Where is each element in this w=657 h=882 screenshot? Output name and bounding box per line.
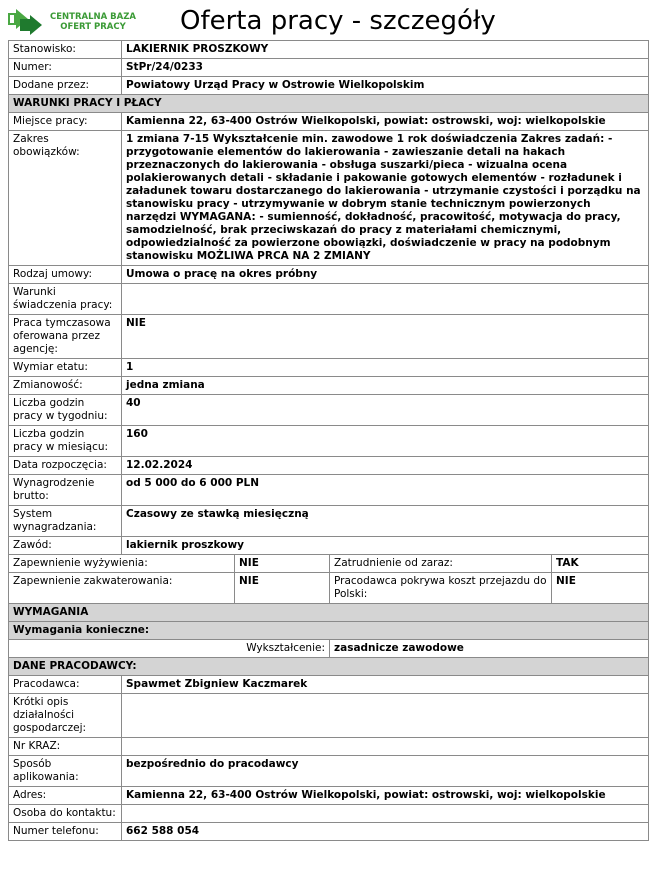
- value-przejazd: NIE: [552, 573, 649, 604]
- value-wymiar: 1: [122, 359, 649, 377]
- label-telefon: Numer telefonu:: [9, 823, 122, 841]
- row-miejsce: [9, 113, 649, 131]
- row-adres: [9, 787, 649, 805]
- value-tymcz: NIE: [122, 315, 649, 359]
- row-wymiar: [9, 359, 649, 377]
- value-warunki-sw: [122, 284, 649, 315]
- value-wyksztalcenie: zasadnicze zawodowe: [330, 640, 649, 658]
- value-telefon: 662 588 054: [122, 823, 649, 841]
- row-data: [9, 457, 649, 475]
- row-krs: [9, 738, 649, 756]
- value-adres: Kamienna 22, 63-400 Ostrów Wielkopolski, powiat: ostrowski, woj: wielkopolskie: [122, 787, 649, 805]
- section-warunki-title: WARUNKI PRACY I PŁACY: [9, 95, 649, 113]
- row-rodzaj: [9, 266, 649, 284]
- label-godz-tyg: Liczba godzin pracy w tygodniu:: [9, 395, 122, 426]
- label-miejsce: Miejsce pracy:: [9, 113, 122, 131]
- section-warunki: [9, 95, 649, 113]
- label-wyn: Wynagrodzenie brutto:: [9, 475, 122, 506]
- section-wymagania-konieczne: [9, 622, 649, 640]
- row-wyksztalcenie: [9, 640, 649, 658]
- label-rodzaj: Rodzaj umowy:: [9, 266, 122, 284]
- row-osoba: [9, 805, 649, 823]
- label-adres: Adres:: [9, 787, 122, 805]
- row-pracodawca: [9, 676, 649, 694]
- row-tymcz: [9, 315, 649, 359]
- label-tymcz: Praca tymczasowa oferowana przez agencję:: [9, 315, 122, 359]
- value-zmian: jedna zmiana: [122, 377, 649, 395]
- value-data: 12.02.2024: [122, 457, 649, 475]
- row-zakres: [9, 131, 649, 266]
- section-wymagania-title: WYMAGANIA: [9, 604, 649, 622]
- row-stanowisko: [9, 41, 649, 59]
- section-wymagania: [9, 604, 649, 622]
- value-wyn: od 5 000 do 6 000 PLN: [122, 475, 649, 506]
- label-data: Data rozpoczęcia:: [9, 457, 122, 475]
- row-dodane: [9, 77, 649, 95]
- logo-line-1: CENTRALNA BAZA: [50, 12, 136, 22]
- logo-line-2: OFERT PRACY: [60, 22, 126, 32]
- row-zmian: [9, 377, 649, 395]
- value-pracodawca: Spawmet Zbigniew Kaczmarek: [122, 676, 649, 694]
- value-godz-mies: 160: [122, 426, 649, 457]
- offer-table: [8, 40, 649, 841]
- label-zawod: Zawód:: [9, 537, 122, 555]
- label-system: System wynagradzania:: [9, 506, 122, 537]
- row-opis: [9, 694, 649, 738]
- label-wyzywienie: Zapewnienie wyżywienia:: [9, 555, 235, 573]
- header: [0, 0, 657, 40]
- logo-text: [50, 12, 136, 32]
- value-wyzywienie: NIE: [235, 555, 330, 573]
- wymagania-konieczne-title: Wymagania konieczne:: [9, 622, 649, 640]
- label-wymiar: Wymiar etatu:: [9, 359, 122, 377]
- value-stanowisko: LAKIERNIK PROSZKOWY: [122, 41, 649, 59]
- row-warunki-sw: [9, 284, 649, 315]
- value-krs: [122, 738, 649, 756]
- row-godz-mies: [9, 426, 649, 457]
- row-telefon: [9, 823, 649, 841]
- label-sposob: Sposób aplikowania:: [9, 756, 122, 787]
- row-wyn: [9, 475, 649, 506]
- label-opis: Krótki opis działalności gospodarczej:: [9, 694, 122, 738]
- row-godz-tyg: [9, 395, 649, 426]
- label-osoba: Osoba do kontaktu:: [9, 805, 122, 823]
- label-przejazd: Pracodawca pokrywa koszt przejazdu do Polski:: [330, 573, 552, 604]
- value-opis: [122, 694, 649, 738]
- label-dodane: Dodane przez:: [9, 77, 122, 95]
- value-miejsce: Kamienna 22, 63-400 Ostrów Wielkopolski, powiat: ostrowski, woj: wielkopolskie: [122, 113, 649, 131]
- value-osoba: [122, 805, 649, 823]
- label-numer: Numer:: [9, 59, 122, 77]
- label-stanowisko: Stanowisko:: [9, 41, 122, 59]
- arrow-logo-icon: [6, 9, 48, 37]
- value-zawod: lakiernik proszkowy: [122, 537, 649, 555]
- section-pracodawca-title: DANE PRACODAWCY:: [9, 658, 649, 676]
- value-godz-tyg: 40: [122, 395, 649, 426]
- label-krs: Nr KRAZ:: [9, 738, 122, 756]
- page-title: Oferta pracy - szczegóły: [180, 6, 496, 36]
- value-zakwaterowanie: NIE: [235, 573, 330, 604]
- row-zakwaterowanie: [9, 573, 649, 604]
- logo: [6, 9, 146, 37]
- section-pracodawca: [9, 658, 649, 676]
- label-warunki-sw: Warunki świadczenia pracy:: [9, 284, 122, 315]
- row-system: [9, 506, 649, 537]
- label-pracodawca: Pracodawca:: [9, 676, 122, 694]
- label-godz-mies: Liczba godzin pracy w miesiącu:: [9, 426, 122, 457]
- row-numer: [9, 59, 649, 77]
- row-sposob: [9, 756, 649, 787]
- value-dodane: Powiatowy Urząd Pracy w Ostrowie Wielkopolskim: [122, 77, 649, 95]
- value-sposob: bezpośrednio do pracodawcy: [122, 756, 649, 787]
- label-zmian: Zmianowość:: [9, 377, 122, 395]
- label-zakwaterowanie: Zapewnienie zakwaterowania:: [9, 573, 235, 604]
- value-system: Czasowy ze stawką miesięczną: [122, 506, 649, 537]
- value-zakres: 1 zmiana 7-15 Wykształcenie min. zawodowe 1 rok doświadczenia Zakres zadań: - przygotowanie elementów do lakierowania - zawieszanie detali na hakach przeznaczonych do lakierowania - obsługa suszarki/pieca - wizualna ocena polakierowanych detali - składanie i pakowanie gotowych elementów - rozładunek i załadunek towaru dostarczanego do lakierowania - utrzymanie czystości i porządku na stanowisku pracy - utrzymywanie w dobrym stanie technicznym powierzonych narzędzi WYMAGANA: - sumienność, dokładność, pracowitość, motywacja do pracy, samodzielność, brak przeciwskazań do pracy z materiałami chemicznymi, odpowiedzialność za powierzone obowiązki, doświadczenie w pracy na podobnym stanowisku MOŻLIWA PRCA NA 2 ZMIANY: [122, 131, 649, 266]
- row-wyzywienie: [9, 555, 649, 573]
- label-wyksztalcenie: Wykształcenie:: [9, 640, 330, 658]
- value-rodzaj: Umowa o pracę na okres próbny: [122, 266, 649, 284]
- value-numer: StPr/24/0233: [122, 59, 649, 77]
- value-zatrudnienie: TAK: [552, 555, 649, 573]
- row-zawod: [9, 537, 649, 555]
- label-zatrudnienie: Zatrudnienie od zaraz:: [330, 555, 552, 573]
- label-zakres: Zakres obowiązków:: [9, 131, 122, 266]
